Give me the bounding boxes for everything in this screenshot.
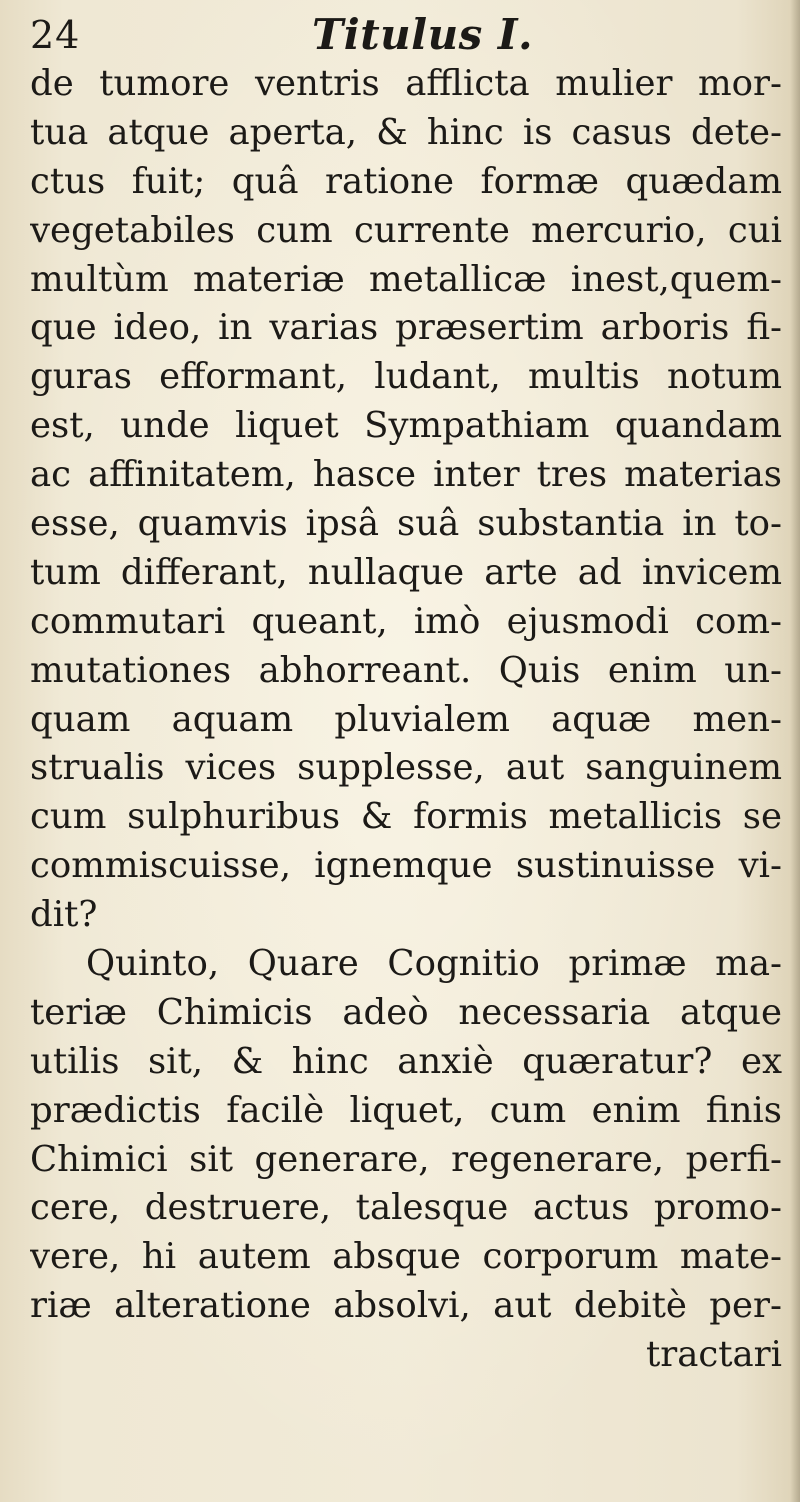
text-line: vegetabiles cum currente mercurio, cui xyxy=(30,209,782,251)
page-number: 24 xyxy=(30,13,81,57)
text-line: mutationes abhorreant. Quis enim un- xyxy=(30,649,782,691)
paragraph-start-line: Quinto, Quare Cognitio primæ ma- xyxy=(86,943,782,985)
text-line: multùm materiæ metallicæ inest,quem- xyxy=(30,258,782,300)
running-head: Titulus I. xyxy=(312,10,534,59)
text-line: tua atque aperta, & hinc is casus dete- xyxy=(30,111,782,153)
text-line: commiscuisse, ignemque sustinuisse vi- xyxy=(30,845,782,887)
text-line: teriæ Chimicis adeò necessaria atque xyxy=(30,991,782,1033)
text-line: prædictis facilè liquet, cum enim finis xyxy=(30,1089,782,1131)
text-line: tum differant, nullaque arte ad invicem xyxy=(30,551,782,593)
text-line: que ideo, in varias præsertim arboris fi- xyxy=(30,307,782,349)
text-line: est, unde liquet Sympathiam quandam xyxy=(30,405,782,447)
text-line: Chimici sit generare, regenerare, perfi- xyxy=(30,1138,782,1180)
text-line: strualis vices supplesse, aut sanguinem xyxy=(30,747,782,789)
text-line: commutari queant, imò ejusmodi com- xyxy=(30,600,782,642)
body-text xyxy=(30,60,782,1380)
text-line: ac affinitatem, hasce inter tres materias xyxy=(30,454,782,496)
catchword-line: tractari xyxy=(645,1334,782,1376)
text-line: guras efformant, ludant, multis notum xyxy=(30,356,782,398)
text-line: utilis sit, & hinc anxiè quæratur? ex xyxy=(30,1040,782,1082)
text-line: quam aquam pluvialem aquæ men- xyxy=(30,698,782,740)
text-line: esse, quamvis ipsâ suâ substantia in to- xyxy=(30,503,782,545)
text-line: ctus fuit; quâ ratione formæ quædam xyxy=(30,160,782,202)
text-line: de tumore ventris afflicta mulier mor- xyxy=(30,63,782,104)
text-line: riæ alteratione absolvi, aut debitè per- xyxy=(30,1285,782,1327)
text-line: cere, destruere, talesque actus promo- xyxy=(30,1187,782,1229)
text-line: vere, hi autem absque corporum mate- xyxy=(30,1236,782,1278)
paragraph-end-line: dit? xyxy=(30,894,98,936)
page-edge-shadow xyxy=(790,0,800,1502)
text-line: cum sulphuribus & formis metallicis se xyxy=(30,796,782,838)
